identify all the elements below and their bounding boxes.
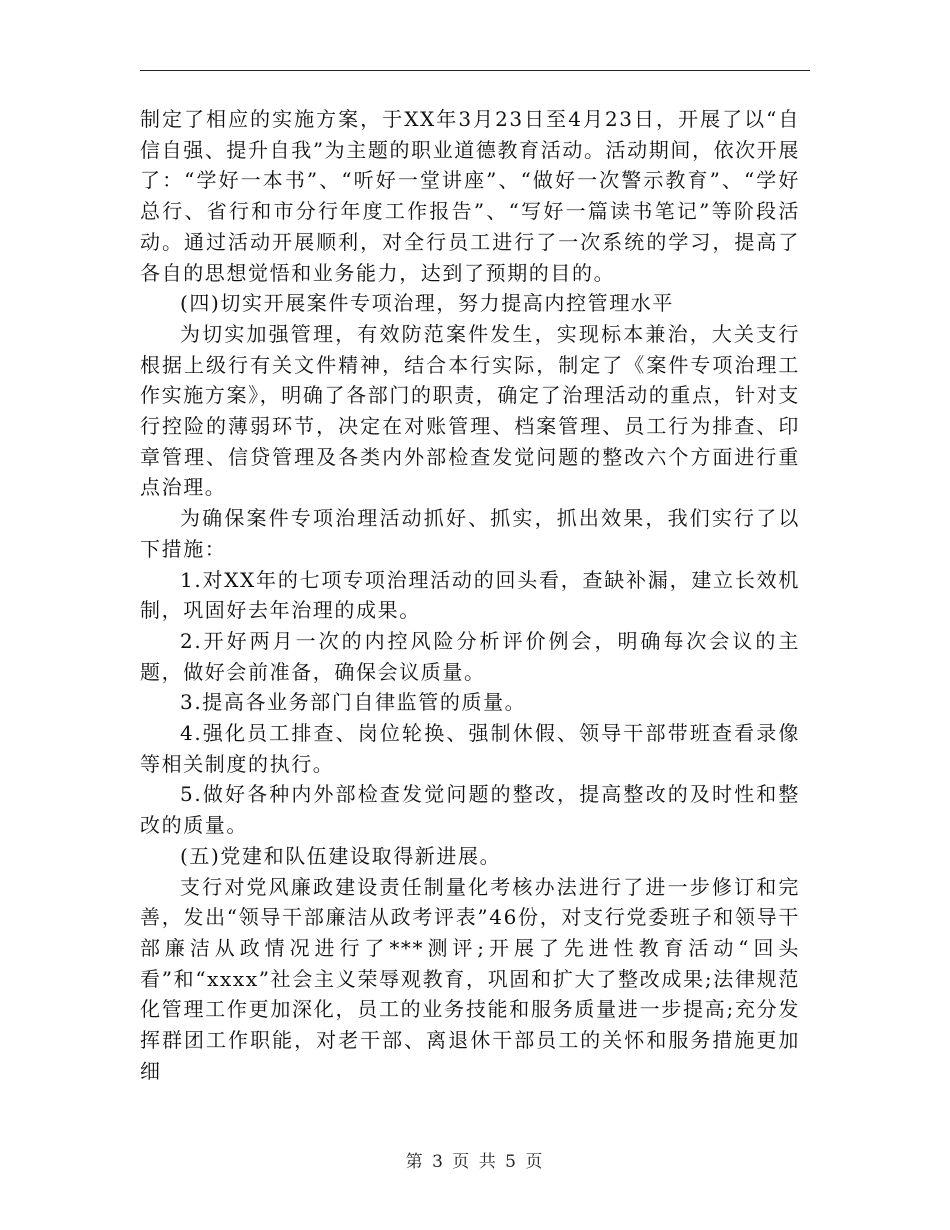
document-body bbox=[140, 104, 800, 1087]
paragraph: 制定了相应的实施方案，于XX年3月23日至4月23日，开展了以“自信自强、提升自我”为主题的职业道德教育活动。活动期间，依次开展了：“学好一本书”、“听好一堂讲座”、“做好一次警示教育”、“学好总行、省行和市分行年度工作报告”、“写好一篇读书笔记”等阶段活动。通过活动开展顺利，对全行员工进行了一次系统的学习，提高了各自的思想觉悟和业务能力，达到了预期的目的。 bbox=[140, 107, 800, 285]
section-heading: (四)切实开展案件专项治理，努力提高内控管理水平 bbox=[180, 291, 675, 316]
header-divider bbox=[140, 70, 810, 71]
list-item: 5.做好各种内外部检查发觉问题的整改，提高整改的及时性和整改的质量。 bbox=[140, 782, 800, 838]
list-item: 4.强化员工排查、岗位轮换、强制休假、领导干部带班查看录像等相关制度的执行。 bbox=[140, 721, 800, 776]
list-item: 3.提高各业务部门自律监管的质量。 bbox=[180, 690, 527, 715]
paragraph: 为确保案件专项治理活动抓好、抓实，抓出效果，我们实行了以下措施： bbox=[140, 506, 800, 561]
list-item: 2.开好两月一次的内控风险分析评价例会，明确每次会议的主题，做好会前准备，确保会议质量。 bbox=[140, 628, 800, 684]
list-item: 1.对XX年的七项专项治理活动的回头看，查缺补漏，建立长效机制，巩固好去年治理的成果。 bbox=[140, 567, 800, 623]
paragraph: 支行对党风廉政建设责任制量化考核办法进行了进一步修订和完善，发出“领导干部廉洁从政考评表”46份，对支行党委班子和领导干部廉洁从政情况进行了***测评;开展了先进性教育活动“回头看”和“xxxx”社会主义荣辱观教育，巩固和扩大了整改成果;法律规范化管理工作更加深化，员工的业务技能和服务质量进一步提高;充分发挥群团工作职能，对老干部、离退休干部员工的关怀和服务措施更加细 bbox=[140, 874, 800, 1083]
page-number-footer: 第 3 页 共 5 页 bbox=[405, 1152, 545, 1172]
section-heading: (五)党建和队伍建设取得新进展。 bbox=[180, 843, 502, 868]
paragraph: 为切实加强管理，有效防范案件发生，实现标本兼治，大关支行根据上级行有关文件精神，结合本行实际，制定了《案件专项治理工作实施方案》，明确了各部门的职责，确定了治理活动的重点，针对支行控险的薄弱环节，决定在对账管理、档案管理、员工行为排查、印章管理、信贷管理及各类内外部检查发觉问题的整改六个方面进行重点治理。 bbox=[140, 321, 800, 500]
